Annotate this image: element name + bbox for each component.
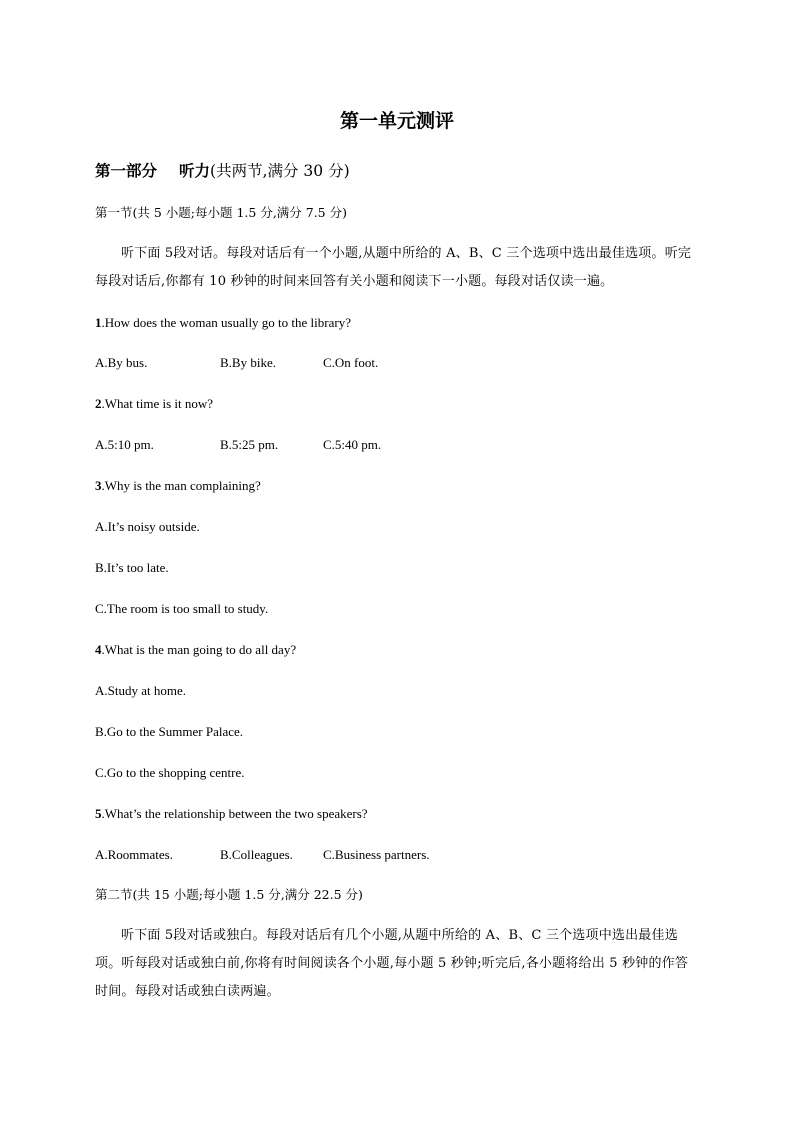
q5-option-a: A.Roommates.: [95, 847, 173, 862]
q4-option-a: A.Study at home.: [95, 683, 186, 698]
q1-option-c: C.On foot.: [323, 355, 379, 370]
q4-option-c: C.Go to the shopping centre.: [95, 765, 245, 780]
section2-instruction: 听下面 5段对话或独白。每段对话后有几个小题,从题中所给的 A、B、C 三个选项中选出最佳选项。听每段对话或独白前,你将有时间阅读各个小题,每小题 5 秒钟;听完后,各小题将给出 5 秒钟的作答时间。每段对话或独白读两遍。: [95, 928, 689, 999]
q2-option-a: A.5:10 pm.: [95, 437, 154, 452]
question-5: [95, 805, 368, 823]
question-number: 1: [95, 315, 102, 330]
question-text: .What’s the relationship between the two speakers?: [101, 806, 368, 821]
part-subject: 听力: [179, 162, 211, 180]
section2-heading: 第二节(共 15 小题;每小题 1.5 分,满分 22.5 分): [95, 887, 363, 902]
q1-option-b: B.By bike.: [220, 355, 276, 370]
section1-instruction: 听下面 5段对话。每段对话后有一个小题,从题中所给的 A、B、C 三个选项中选出最佳选项。听完每段对话后,你都有 10 秒钟的时间来回答有关小题和阅读下一小题。每段对话仅读一遍。: [95, 246, 692, 289]
section1-heading: 第一节(共 5 小题;每小题 1.5 分,满分 7.5 分): [95, 205, 347, 220]
question-text: .What is the man going to do all day?: [101, 642, 297, 657]
q3-option-a: A.It’s noisy outside.: [95, 519, 200, 534]
q4-option-b: B.Go to the Summer Palace.: [95, 724, 244, 739]
question-number: 5: [95, 806, 102, 821]
question-number: 2: [95, 396, 102, 411]
q5-option-c: C.Business partners.: [323, 847, 430, 862]
q1-option-a: A.By bus.: [95, 355, 148, 370]
q2-option-b: B.5:25 pm.: [220, 437, 279, 452]
question-2: [95, 395, 213, 413]
question-text: .How does the woman usually go to the library?: [101, 315, 351, 330]
q3-option-b: B.It’s too late.: [95, 560, 169, 575]
question-text: .What time is it now?: [101, 396, 214, 411]
q5-option-b: B.Colleagues.: [220, 847, 293, 862]
question-text: .Why is the man complaining?: [101, 478, 261, 493]
q2-option-c: C.5:40 pm.: [323, 437, 382, 452]
question-number: 4: [95, 642, 102, 657]
part-heading: [95, 160, 350, 182]
question-1: [95, 314, 351, 332]
question-number: 3: [95, 478, 102, 493]
page-title: 第一单元测评: [339, 110, 454, 132]
part-name: 第一部分: [95, 162, 158, 180]
question-4: [95, 641, 296, 659]
question-3: [95, 477, 261, 495]
part-note: (共两节,满分 30 分): [210, 162, 350, 180]
q3-option-c: C.The room is too small to study.: [95, 601, 269, 616]
